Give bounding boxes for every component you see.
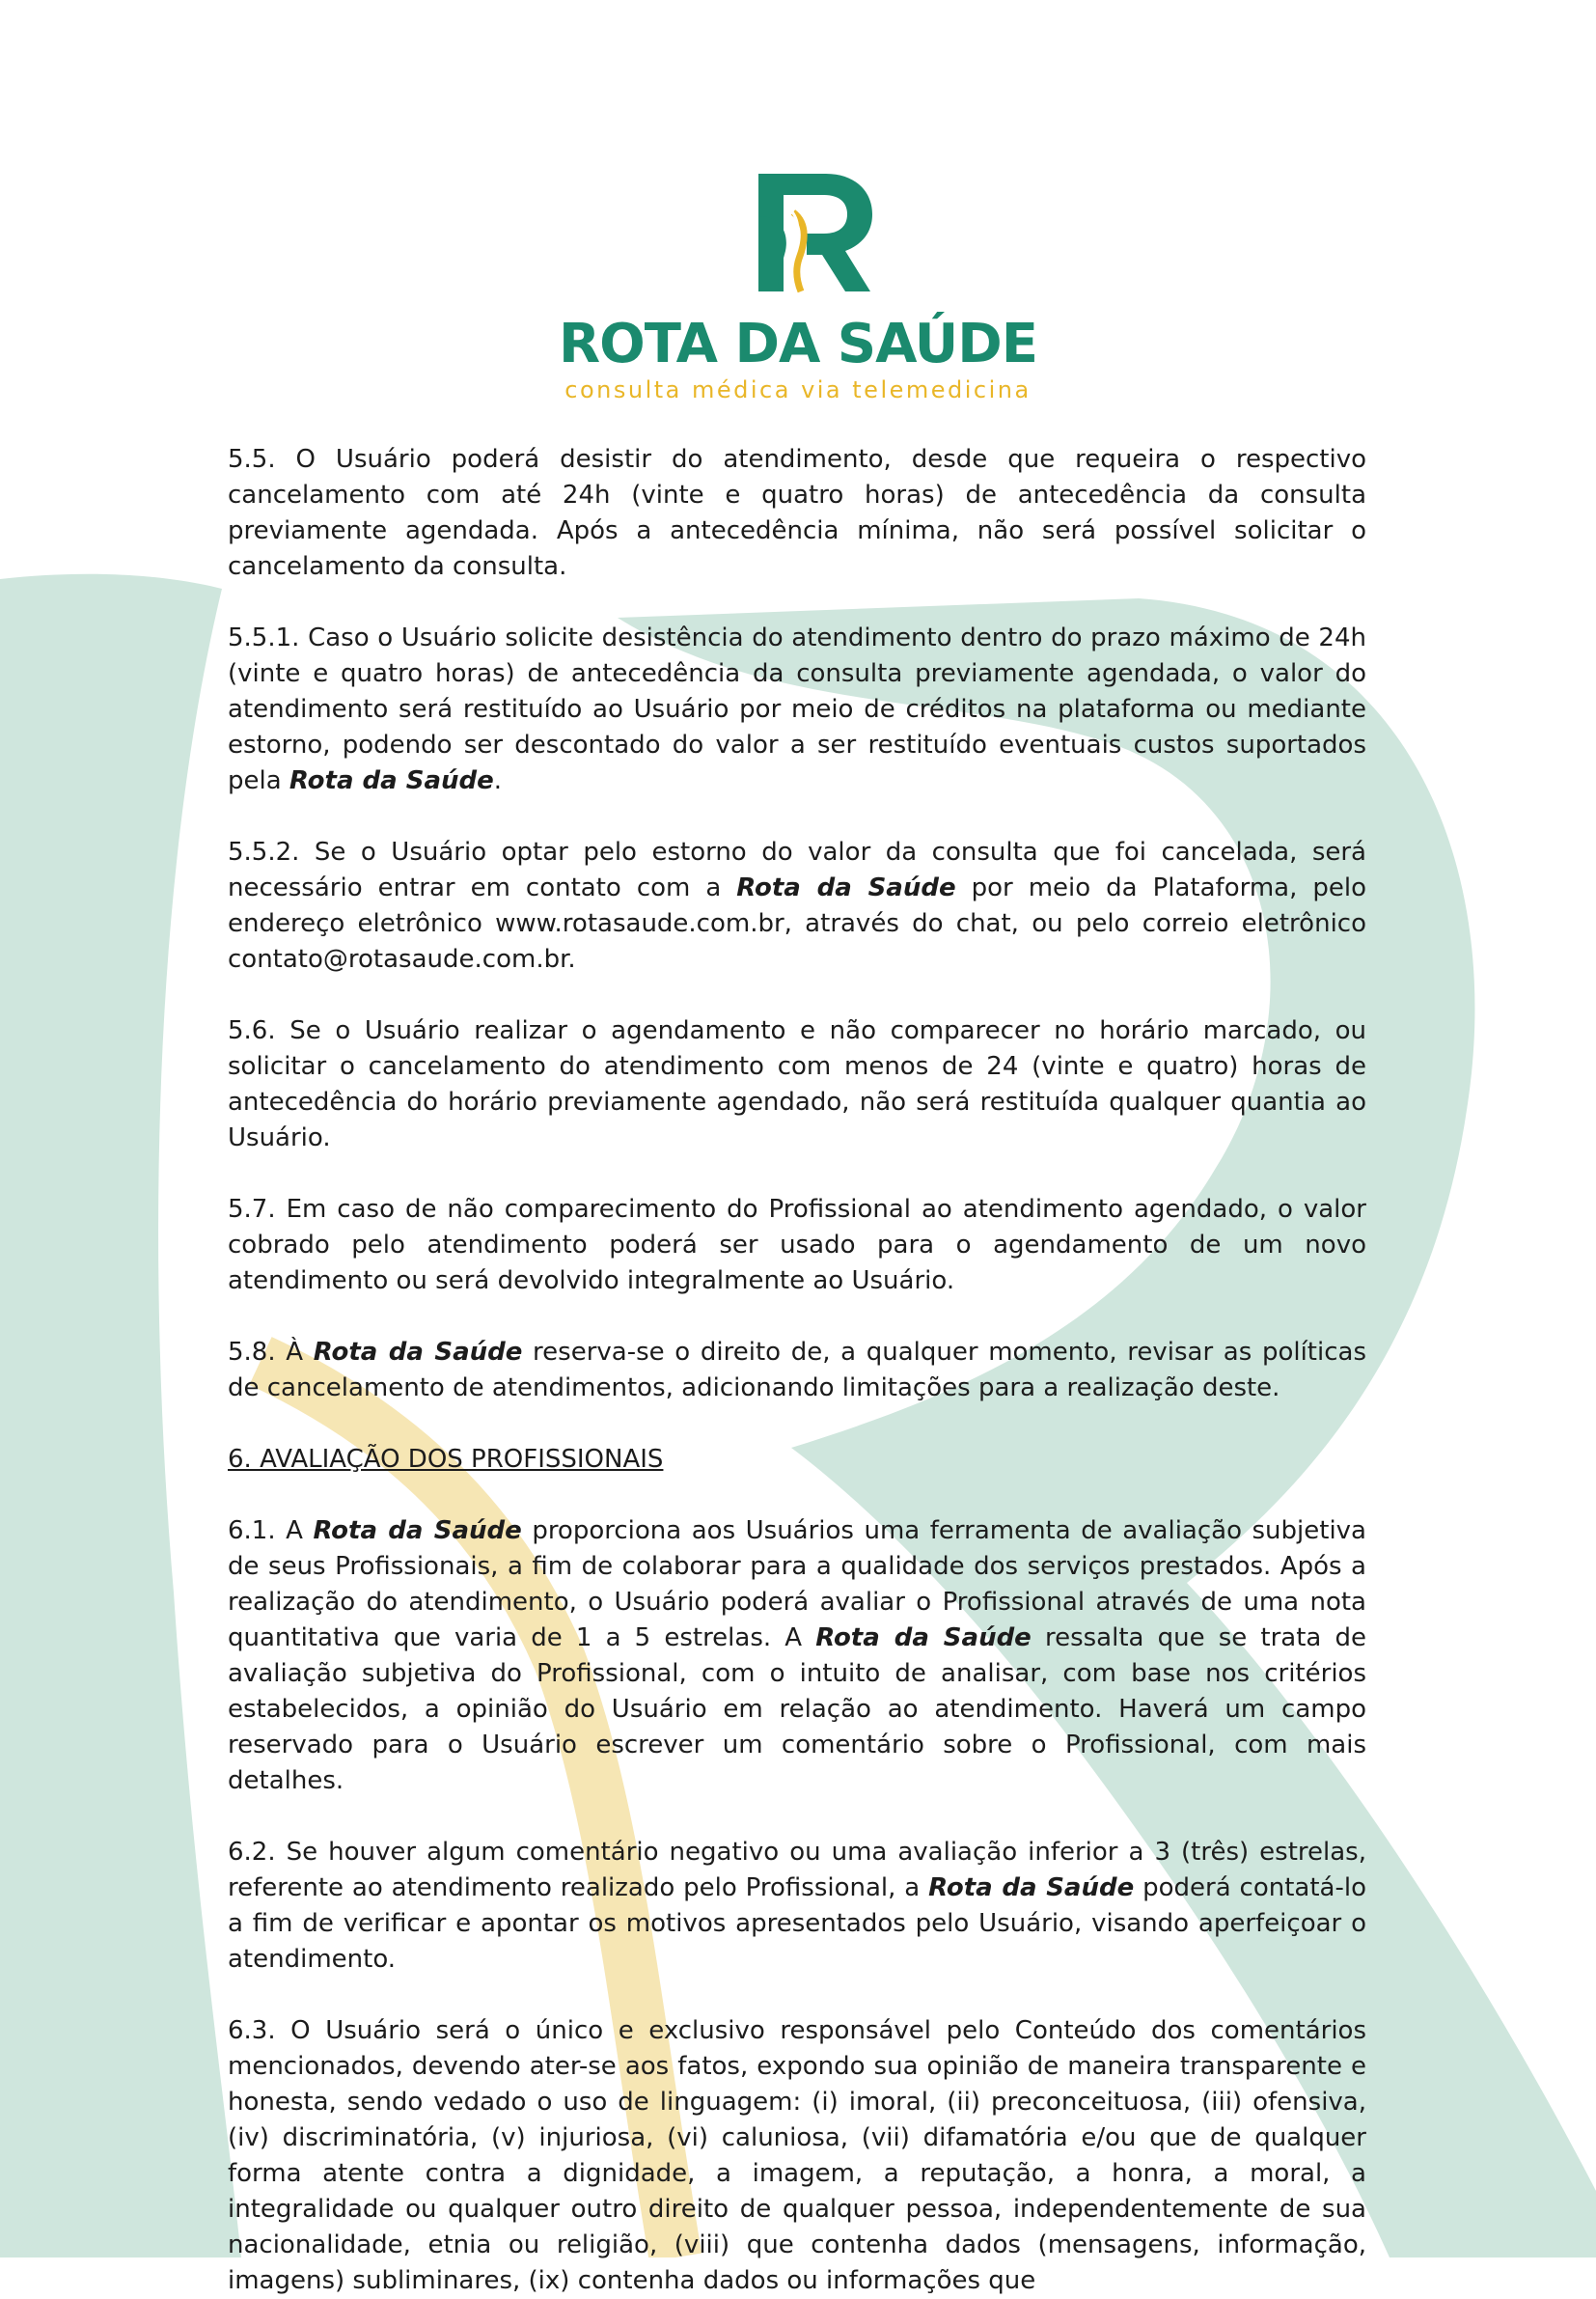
clause-5-6: 5.6. Se o Usuário realizar o agendamento e não comparecer no horário marcado, ou solicitar o cancelamento do atendimento com menos de 24 (vinte e quatro) horas de antecedência do horário previamente agendado, não será restituída qualquer quantia ao Usuário. xyxy=(228,1016,1366,1152)
clause-6-1 xyxy=(228,1513,1366,1799)
clause-6-2 xyxy=(228,1835,1366,1978)
clause-text: 5.5.2. Se o Usuário optar pelo estorno do valor da consulta que foi cancelada, será necessário entrar em contato com a xyxy=(228,838,1366,902)
brand-inline: Rota da Saúde xyxy=(289,766,494,795)
logo-r-icon xyxy=(751,174,876,294)
document-body xyxy=(228,442,1366,2299)
clause-text: por meio da Plataforma, pelo endereço eletrônico www.rotasaude.com.br, através do chat, ou pelo correio eletrônico contato@rotasaude.com.br. xyxy=(228,873,1366,974)
clause-text: 5.5.1. Caso o Usuário solicite desistência do atendimento dentro do prazo máximo de 24h (vinte e quatro horas) de antecedência da consulta previamente agendada, o valor do atendimento será restituído ao Usuário por meio de créditos na plataforma ou mediante estorno, podendo ser descontado do valor a ser restituído eventuais custos suportados pela xyxy=(228,623,1366,795)
clause-5-7: 5.7. Em caso de não comparecimento do Profissional ao atendimento agendado, o valor cobrado pelo atendimento poderá ser usado para o agendamento de um novo atendimento ou será devolvido integralmente ao Usuário. xyxy=(228,1195,1366,1295)
clause-5-5: 5.5. O Usuário poderá desistir do atendimento, desde que requeira o respectivo cancelamento com até 24h (vinte e quatro horas) de antecedência da consulta previamente agendada. Após a antecedência mínima, não será possível solicitar o cancelamento da consulta. xyxy=(228,445,1366,581)
clause-5-5-2 xyxy=(228,835,1366,978)
clause-5-8 xyxy=(228,1335,1366,1406)
brand-inline: Rota da Saúde xyxy=(313,1516,522,1545)
clause-text: poderá contatá-lo a fim de verificar e apontar os motivos apresentados pelo Usuário, visando aperfeiçoar o atendimento. xyxy=(228,1873,1366,1974)
brand-tagline: consulta médica via telemedicina xyxy=(564,376,1032,403)
brand-inline: Rota da Saúde xyxy=(313,1338,523,1367)
brand-inline: Rota da Saúde xyxy=(736,873,956,902)
clause-text: ressalta que se trata de avaliação subjetiva do Profissional, com o intuito de analisar, com base nos critérios estabelecidos, a opinião do Usuário em relação ao atendimento. Haverá um campo reservado para o Usuário escrever um comentário sobre o Profissional, com mais detalhes. xyxy=(228,1623,1366,1795)
brand-inline: Rota da Saúde xyxy=(815,1623,1032,1652)
watermark-shape-left xyxy=(0,574,241,2257)
clause-text: 6.1. A xyxy=(228,1516,314,1545)
brand-inline: Rota da Saúde xyxy=(928,1873,1135,1902)
clause-text: reserva-se o direito de, a qualquer momento, revisar as políticas de cancelamento de atendimentos, adicionando limitações para a realização deste. xyxy=(228,1338,1367,1402)
clause-text: proporciona aos Usuários uma ferramenta de avaliação subjetiva de seus Profissionais, a fim de colaborar para a qualidade dos serviços prestados. Após a realização do atendimento, o Usuário poderá avaliar o Profissional através de uma nota quantitativa que varia de 1 a 5 estrelas. A xyxy=(228,1516,1366,1652)
clause-6-3: 6.3. O Usuário será o único e exclusivo responsável pelo Conteúdo dos comentários mencionados, devendo ater-se aos fatos, expondo sua opinião de maneira transparente e honesta, sendo vedado o uso de linguagem: (i) imoral, (ii) preconceituosa, (iii) ofensiva, (iv) discriminatória, (v) injuriosa, (vi) caluniosa, (vii) difamatória e/ou que de qualquer forma atente contra a dignidade, a imagem, a reputação, a honra, a moral, a integralidade ou qualquer outro direito de qualquer pessoa, independentemente de sua nacionalidade, etnia ou religião, (viii) que contenha dados (mensagens, informação, imagens) subliminares, (ix) contenha dados ou informações que xyxy=(228,2016,1366,2295)
header-logo xyxy=(0,0,1596,425)
clause-5-5-1 xyxy=(228,621,1366,799)
brand-name: ROTA DA SAÚDE xyxy=(559,313,1037,375)
clause-text: 5.8. À xyxy=(228,1338,314,1367)
clause-text: . xyxy=(493,766,503,795)
clause-text: 6.2. Se houver algum comentário negativo ou uma avaliação inferior a 3 (três) estrelas, referente ao atendimento realizado pelo Profissional, a xyxy=(228,1838,1366,1902)
section-heading-6: 6. AVALIAÇÃO DOS PROFISSIONAIS xyxy=(228,1445,664,1474)
